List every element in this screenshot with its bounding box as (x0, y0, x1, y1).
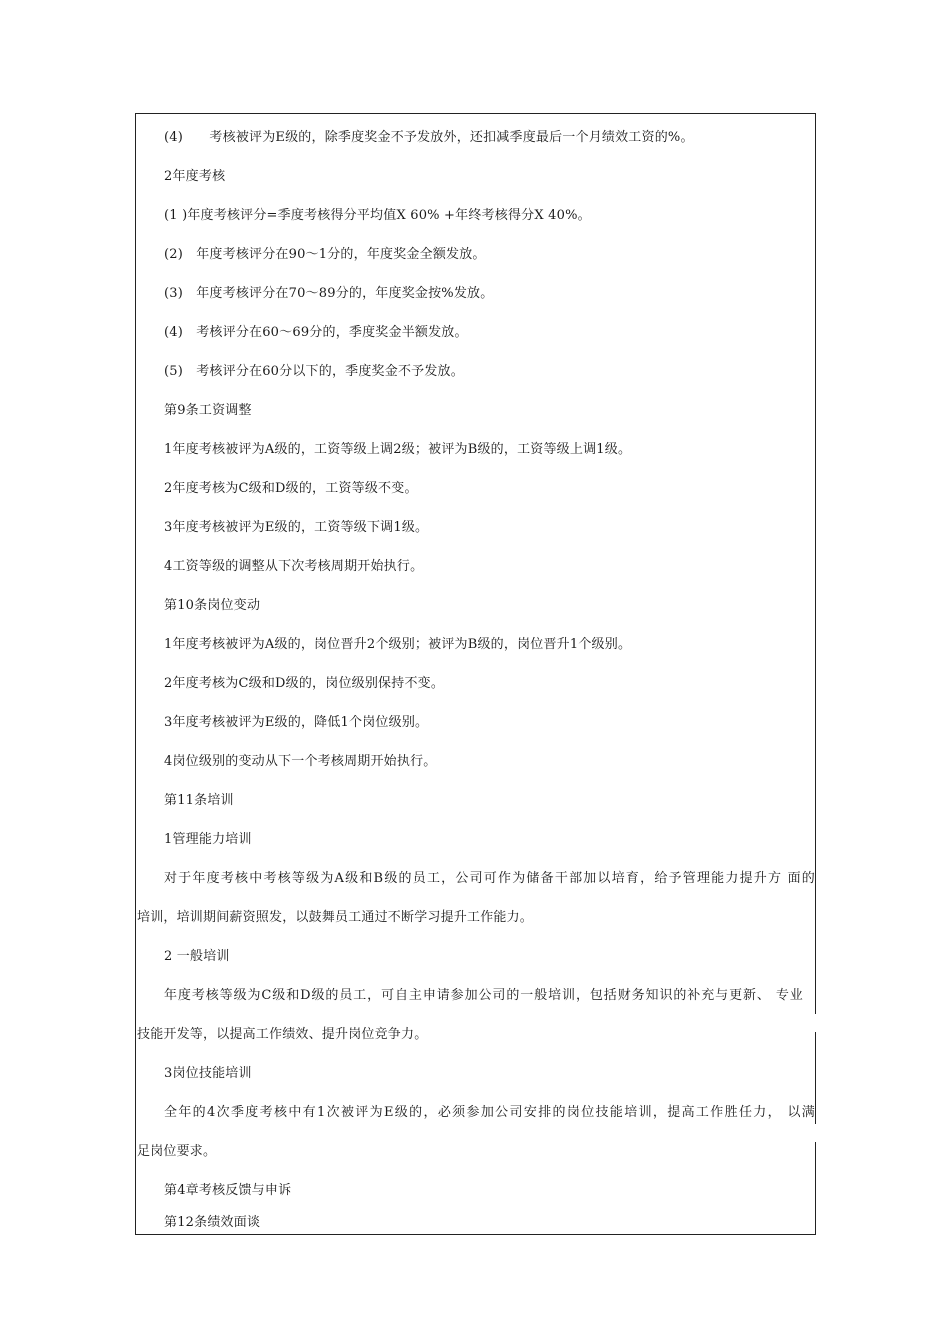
text-line: (2) 年度考核评分在90〜1分的，年度奖金全额发放。 (164, 247, 486, 262)
paragraph-line: 足岗位要求。 (137, 1144, 217, 1159)
paragraph-line: 技能开发等，以提高工作绩效、提升岗位竞争力。 (137, 1027, 428, 1042)
article-heading: 第9条工资调整 (164, 403, 252, 418)
section-heading: 2年度考核 (164, 169, 226, 184)
article-heading: 第12条绩效面谈 (164, 1215, 261, 1230)
text-line: 1年度考核被评为A级的，工资等级上调2级；被评为B级的，工资等级上调1级。 (164, 442, 632, 457)
text-line: (5) 考核评分在60分以下的，季度奖金不予发放。 (164, 364, 464, 379)
paragraph-line: 年度考核等级为C级和D级的员工，可自主申请参加公司的一般培训，包括财务知识的补充与更新、 专业 (164, 988, 803, 1003)
text-line: 4工资等级的调整从下次考核周期开始执行。 (164, 559, 424, 574)
border-gap (814, 1124, 817, 1142)
border-gap (814, 1239, 817, 1257)
border-gap (814, 1014, 817, 1032)
text-line: 2年度考核为C级和D级的，工资等级不变。 (164, 481, 418, 496)
paragraph-line: 培训，培训期间薪资照发，以鼓舞员工通过不断学习提升工作能力。 (137, 910, 534, 925)
text-line: 3年度考核被评为E级的，降低1个岗位级别。 (164, 715, 429, 730)
article-heading: 第11条培训 (164, 793, 234, 808)
section-heading: 3岗位技能培训 (164, 1066, 252, 1081)
text-line: 3年度考核被评为E级的，工资等级下调1级。 (164, 520, 429, 535)
text-line: 4岗位级别的变动从下一个考核周期开始执行。 (164, 754, 437, 769)
section-heading: 2 一般培训 (164, 949, 230, 964)
text-line: (1 )年度考核评分=季度考核得分平均值X 60% +年终考核得分X 40%。 (164, 208, 591, 223)
text-line: (4) 考核被评为E级的，除季度奖金不予发放外，还扣减季度最后一个月绩效工资的%。 (164, 130, 694, 145)
article-heading: 第10条岗位变动 (164, 598, 261, 613)
text-line: 1年度考核被评为A级的，岗位晋升2个级别；被评为B级的，岗位晋升1个级别。 (164, 637, 632, 652)
section-heading: 1管理能力培训 (164, 832, 252, 847)
paragraph-line: 全年的4次季度考核中有1次被评为E级的，必须参加公司安排的岗位技能培训，提高工作胜任力， 以满 (164, 1105, 815, 1120)
chapter-heading: 第4章考核反馈与申诉 (164, 1183, 292, 1198)
text-line: 2年度考核为C级和D级的，岗位级别保持不变。 (164, 676, 445, 691)
paragraph-line: 对于年度考核中考核等级为A级和B级的员工，公司可作为储备干部加以培育，给予管理能力提升方 面的 (164, 871, 815, 886)
text-line: (3) 年度考核评分在70〜89分的，年度奖金按%发放。 (164, 286, 494, 301)
text-line: (4) 考核评分在60〜69分的，季度奖金半额发放。 (164, 325, 468, 340)
